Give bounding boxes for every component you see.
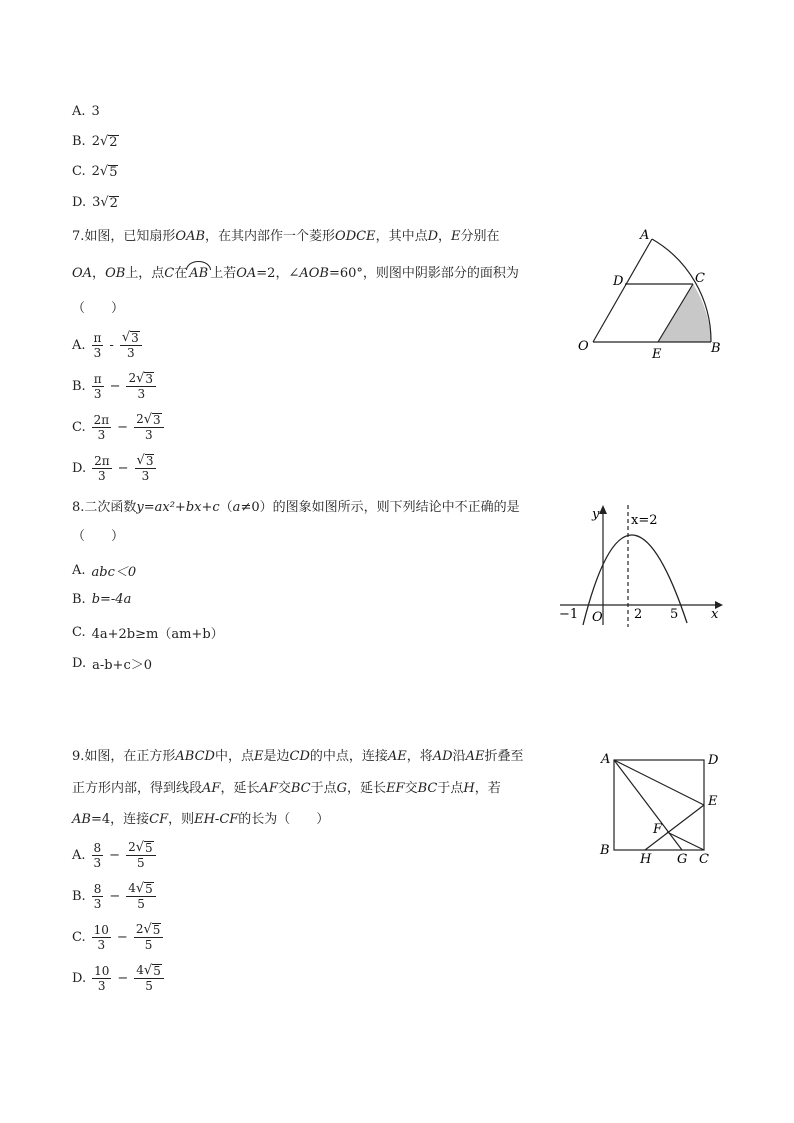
q9-option-d[interactable]: D. $\frac{10}{3}$ − 4 √ 5 5 [72,963,164,993]
q7-figure [570,222,730,362]
label-y: y [592,507,600,522]
fraction: 4 √ 5 5 [126,881,156,911]
fraction: √ 3 3 [120,330,142,360]
label-c: C [695,271,705,286]
fraction: $\frac{2\pi}{3}$ [94,453,110,483]
label-g: G [677,852,688,867]
q7-stem-line-2: OA，OB上，点C在 AB 上若OA=2，∠AOB=60°，则图中阴影部分的面积为 [72,264,519,284]
segment-ag [614,760,682,850]
sqrt: √ 2 [99,133,118,150]
fraction: $\frac{8}{3}$ [93,881,102,911]
coefficient: 3 [92,195,101,210]
q9-option-a[interactable]: A. $\frac{8}{3}$ − 2 √ 5 5 [72,840,156,870]
segment-oa [593,239,652,342]
label-origin: O [592,610,603,625]
q8-figure [555,500,730,630]
option-label: B. [72,134,86,149]
q9-stem-line-1: 9.如图，在正方形ABCD中，点E是边CD的中点，连接AE，将AD沿AE折叠至 [72,749,524,764]
q6-option-d[interactable] [72,195,119,210]
q6-option-c[interactable] [72,164,118,179]
fraction: 2 √ 3 3 [134,412,164,442]
q6-option-a[interactable] [72,104,100,119]
q9-stem-line-3: AB=4，连接CF，则EH-CF的长为（ ） [72,812,330,827]
q8-stem-line-1: 8.二次函数y=ax²+bx+c（a≠0）的图象如图所示，则下列结论中不正确的是 [72,500,520,515]
label-f: F [653,822,663,837]
label-two: 2 [634,607,643,622]
fraction: 2 √ 5 5 [126,840,156,870]
label-a: A [601,752,611,767]
label-e: E [708,794,718,809]
q6-option-b[interactable] [72,134,119,149]
label-b: B [600,843,610,858]
coefficient: 2 [91,164,100,179]
fraction: $\frac{10}{3}$ [94,963,110,993]
label-x: x [711,607,719,622]
q8-option-b[interactable]: B. b=-4a [72,592,132,607]
segment-cf [667,832,704,850]
fraction: √ 3 3 [135,453,157,483]
label-a: A [640,228,650,243]
sqrt: √ 2 [100,194,118,211]
fraction: $\frac{\pi}{3}$ [93,330,102,360]
segment-ae [614,760,704,805]
q9-option-c[interactable]: C. $\frac{10}{3}$ − 2 √ 5 5 [72,922,163,952]
arc-ab: AB [187,264,210,284]
q7-stem-line-1: 7.如图，已知扇形OAB，在其内部作一个菱形ODCE，其中点D，E分别在 [72,229,500,244]
label-minus-one: −1 [559,607,579,622]
q7-option-c[interactable]: C. $\frac{2\pi}{3}$ − 2 √ 3 3 [72,412,164,442]
fraction: 4 √ 5 5 [134,963,164,993]
label-d: D [708,753,719,768]
q8-option-d[interactable]: D. a-b+c＞0 [72,656,153,673]
q8-paren: （ ） [72,529,125,544]
label-five: 5 [670,607,679,622]
q8-option-a[interactable]: A. abc＜0 [72,563,137,580]
fraction: 2 √ 3 3 [126,371,156,401]
fraction: 2 √ 5 5 [134,922,164,952]
fraction: $\frac{2\pi}{3}$ [93,412,110,442]
sqrt: √ 5 [99,163,118,180]
label-e: E [652,347,662,362]
coefficient: 2 [91,134,100,149]
option-label: C. [72,164,86,179]
label-axis: x=2 [631,513,658,528]
q7-option-d[interactable]: D. $\frac{2\pi}{3}$ − √ 3 3 [72,453,156,483]
q7-option-a[interactable]: A. $\frac{\pi}{3}$ - √ 3 3 [72,330,142,360]
q9-option-b[interactable]: B. $\frac{8}{3}$ − 4 √ 5 5 [72,881,156,911]
fraction: $\frac{\pi}{3}$ [93,371,102,401]
fraction: $\frac{10}{3}$ [93,922,109,952]
label-b: B [711,341,721,356]
label-o: O [578,339,589,354]
q9-figure [595,748,725,868]
q8-option-c[interactable]: C. 4a+2b≥m（am+b） [72,625,224,642]
option-value: 3 [91,104,100,119]
option-label: D. [72,195,87,210]
label-h: H [640,852,652,867]
label-d: D [613,274,624,289]
label-c: C [699,852,709,867]
q9-stem-line-2: 正方形内部，得到线段AF，延长AF交BC于点G，延长EF交BC于点H，若 [72,781,501,796]
q7-paren: （ ） [72,301,125,316]
y-axis-arrow [599,505,607,514]
q7-option-b[interactable]: B. $\frac{\pi}{3}$ − 2 √ 3 3 [72,371,156,401]
fraction: $\frac{8}{3}$ [93,840,102,870]
option-label: A. [72,104,86,119]
shaded-region [658,284,711,342]
